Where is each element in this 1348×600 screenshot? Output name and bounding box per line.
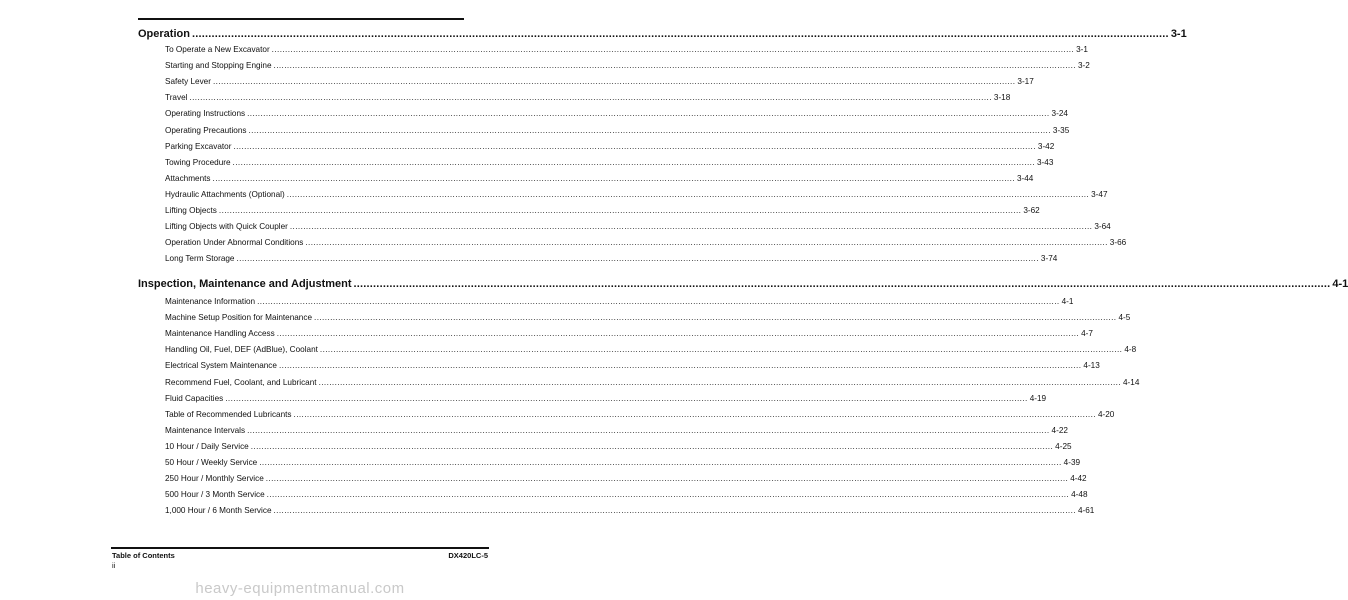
leader-dots: ............................................................................................................................................................................................................................................................................................................ xyxy=(247,109,1050,119)
toc-entry[interactable] xyxy=(165,308,1131,323)
entry-title: Lifting Objects with Quick Coupler xyxy=(165,222,288,232)
section-page: 4-1 xyxy=(1332,278,1348,290)
leader-dots: ............................................................................................................................................................................................................................................................................................................ xyxy=(232,157,1035,167)
toc-entry[interactable] xyxy=(165,72,1034,87)
entry-page: 3-64 xyxy=(1094,222,1111,232)
leader-dots: ............................................................................................................................................................................................................................................................................................................ xyxy=(191,28,1169,40)
entry-title: Lifting Objects xyxy=(165,206,217,215)
toc-entry[interactable] xyxy=(165,233,1127,248)
toc-entry[interactable] xyxy=(165,201,1040,215)
entry-page: 4-42 xyxy=(1070,474,1087,484)
entry-page: 3-42 xyxy=(1037,141,1055,151)
entry-title: Maintenance Information xyxy=(165,297,256,306)
toc-entry[interactable] xyxy=(165,217,1111,232)
entry-title: Maintenance Handling Access xyxy=(165,329,275,339)
entry-title: Recommend Fuel, Coolant, and Lubricant xyxy=(165,377,317,387)
leader-dots: ............................................................................................................................................................................................................................................................................................................ xyxy=(305,238,1108,248)
toc-entry[interactable] xyxy=(165,104,1068,119)
leader-dots: ............................................................................................................................................................................................................................................................................................................ xyxy=(276,329,1080,339)
entry-title: Travel xyxy=(165,93,188,103)
leader-dots: ............................................................................................................................................................................................................................................................................................................ xyxy=(189,93,992,103)
leader-dots: ............................................................................................................................................................................................................................................................................................................ xyxy=(225,393,1028,403)
toc-entry[interactable] xyxy=(165,373,1140,387)
section-heading[interactable] xyxy=(138,274,1348,290)
entry-title: Operating Precautions xyxy=(165,125,247,135)
leader-dots: ............................................................................................................................................................................................................................................................................................................ xyxy=(271,45,1075,54)
footer-page-number: ii xyxy=(112,561,116,570)
footer-title: Table of Contents xyxy=(112,551,175,560)
leader-dots: ............................................................................................................................................................................................................................................................................................................ xyxy=(319,345,1123,355)
watermark: heavy-equipmentmanual.com xyxy=(195,580,405,597)
toc-entry[interactable] xyxy=(165,88,1011,103)
leader-dots: ............................................................................................................................................................................................................................................................................................................ xyxy=(247,425,1050,435)
entry-title: Fluid Capacities xyxy=(165,393,224,403)
entry-title: 1,000 Hour / 6 Month Service xyxy=(165,506,272,516)
leader-dots: ............................................................................................................................................................................................................................................................................................................ xyxy=(212,173,1015,183)
entry-title: Electrical System Maintenance xyxy=(165,361,277,371)
toc-entry[interactable] xyxy=(165,185,1108,199)
toc-entry[interactable] xyxy=(165,469,1087,484)
entry-page: 4-5 xyxy=(1118,313,1131,323)
toc-entry[interactable] xyxy=(165,405,1115,419)
toc-entry[interactable] xyxy=(165,169,1034,183)
toc-entry[interactable] xyxy=(165,153,1054,167)
section-title: Operation xyxy=(138,28,190,40)
entry-page: 4-13 xyxy=(1083,361,1100,371)
leader-dots: ............................................................................................................................................................................................................................................................................................................ xyxy=(248,125,1051,135)
leader-dots: ............................................................................................................................................................................................................................................................................................................ xyxy=(259,458,1062,467)
entry-page: 3-66 xyxy=(1109,238,1127,248)
entry-page: 3-43 xyxy=(1036,157,1054,167)
toc-entry[interactable] xyxy=(165,437,1072,451)
toc-entry[interactable] xyxy=(165,356,1100,371)
entry-title: Operation Under Abnormal Conditions xyxy=(165,238,304,248)
entry-title: Safety Lever xyxy=(165,77,211,87)
entry-title: Operating Instructions xyxy=(165,109,246,119)
entry-page: 3-2 xyxy=(1077,61,1090,71)
entry-page: 4-14 xyxy=(1123,377,1140,387)
toc-entry[interactable] xyxy=(165,121,1070,135)
entry-title: 250 Hour / Monthly Service xyxy=(165,474,264,484)
entry-title: To Operate a New Excavator xyxy=(165,45,270,54)
entry-page: 4-8 xyxy=(1124,345,1137,355)
top-rule xyxy=(138,18,464,20)
toc-entry[interactable] xyxy=(165,249,1058,264)
section-page: 3-1 xyxy=(1170,28,1187,40)
footer-rule xyxy=(111,547,489,549)
toc-entry[interactable] xyxy=(165,56,1090,71)
entry-page: 4-22 xyxy=(1051,425,1068,435)
entry-title: Hydraulic Attachments (Optional) xyxy=(165,189,285,199)
entry-page: 4-7 xyxy=(1081,329,1093,339)
leader-dots: ............................................................................................................................................................................................................................................................................................................ xyxy=(318,377,1121,387)
toc-entry[interactable] xyxy=(165,421,1068,435)
entry-page: 3-35 xyxy=(1052,125,1070,135)
toc-entry[interactable] xyxy=(165,137,1055,151)
toc-entry[interactable] xyxy=(165,340,1137,355)
leader-dots: ............................................................................................................................................................................................................................................................................................................ xyxy=(250,441,1054,451)
entry-title: Table of Recommended Lubricants xyxy=(165,409,292,419)
leader-dots: ............................................................................................................................................................................................................................................................................................................ xyxy=(293,409,1096,419)
section-title: Inspection, Maintenance and Adjustment xyxy=(138,278,352,290)
entry-page: 4-19 xyxy=(1029,393,1047,403)
entry-title: Long Term Storage xyxy=(165,254,235,264)
entry-title: Starting and Stopping Engine xyxy=(165,61,272,71)
leader-dots: ............................................................................................................................................................................................................................................................................................................ xyxy=(286,189,1090,199)
entry-page: 4-25 xyxy=(1055,441,1072,451)
entry-page: 3-1 xyxy=(1076,45,1088,54)
leader-dots: ............................................................................................................................................................................................................................................................................................................ xyxy=(278,361,1082,371)
entry-title: Attachments xyxy=(165,173,211,183)
entry-title: 50 Hour / Weekly Service xyxy=(165,458,258,467)
entry-page: 3-17 xyxy=(1017,77,1034,87)
entry-page: 3-18 xyxy=(993,93,1011,103)
entry-page: 3-74 xyxy=(1040,254,1058,264)
leader-dots: ............................................................................................................................................................................................................................................................................................................ xyxy=(314,313,1117,323)
entry-page: 3-62 xyxy=(1023,206,1040,215)
toc-entry[interactable] xyxy=(165,485,1088,500)
leader-dots: ............................................................................................................................................................................................................................................................................................................ xyxy=(265,474,1069,484)
toc-entry[interactable] xyxy=(165,501,1095,516)
toc-entry[interactable] xyxy=(165,453,1081,467)
leader-dots: ............................................................................................................................................................................................................................................................................................................ xyxy=(212,77,1016,87)
toc-entry[interactable] xyxy=(165,40,1088,54)
leader-dots: ............................................................................................................................................................................................................................................................................................................ xyxy=(353,278,1331,290)
entry-page: 4-1 xyxy=(1061,297,1074,306)
leader-dots: ............................................................................................................................................................................................................................................................................................................ xyxy=(273,506,1076,516)
entry-page: 3-47 xyxy=(1091,189,1108,199)
entry-title: Towing Procedure xyxy=(165,157,231,167)
toc-entry[interactable] xyxy=(165,324,1093,339)
entry-title: 500 Hour / 3 Month Service xyxy=(165,490,265,500)
leader-dots: ............................................................................................................................................................................................................................................................................................................ xyxy=(273,61,1076,71)
section-heading[interactable] xyxy=(138,24,1187,40)
entry-page: 3-24 xyxy=(1051,109,1068,119)
footer-model: DX420LC-5 xyxy=(448,551,488,560)
entry-title: Handling Oil, Fuel, DEF (AdBlue), Coolant xyxy=(165,345,318,355)
entry-title: 10 Hour / Daily Service xyxy=(165,441,249,451)
leader-dots: ............................................................................................................................................................................................................................................................................................................ xyxy=(233,141,1036,151)
leader-dots: ............................................................................................................................................................................................................................................................................................................ xyxy=(289,222,1093,232)
entry-page: 4-61 xyxy=(1077,506,1095,516)
leader-dots: ............................................................................................................................................................................................................................................................................................................ xyxy=(236,254,1039,264)
entry-page: 4-48 xyxy=(1071,490,1088,500)
entry-title: Maintenance Intervals xyxy=(165,425,246,435)
entry-page: 4-20 xyxy=(1097,409,1115,419)
entry-title: Parking Excavator xyxy=(165,141,232,151)
entry-title: Machine Setup Position for Maintenance xyxy=(165,313,313,323)
leader-dots: ............................................................................................................................................................................................................................................................................................................ xyxy=(218,206,1022,215)
entry-page: 4-39 xyxy=(1063,458,1081,467)
leader-dots: ............................................................................................................................................................................................................................................................................................................ xyxy=(257,297,1060,306)
entry-page: 3-44 xyxy=(1016,173,1034,183)
toc-entry[interactable] xyxy=(165,389,1047,403)
toc-entry[interactable] xyxy=(165,292,1074,306)
leader-dots: ............................................................................................................................................................................................................................................................................................................ xyxy=(266,490,1070,500)
